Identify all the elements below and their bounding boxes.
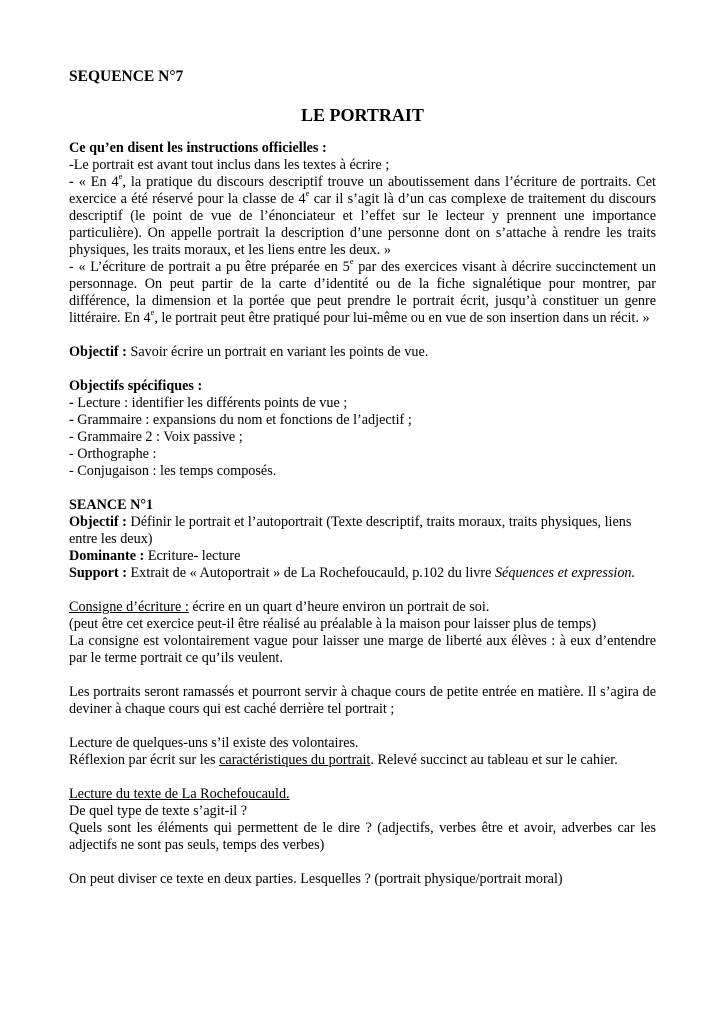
specific-item [69,446,656,463]
dominante-label: Dominante : [69,548,145,564]
item-text: - Grammaire 2 : Voix passive ; [69,429,243,445]
consigne-explanation: La consigne est volontairement vague pour laisser une marge de liberté aux élèves : à eux d’entendre par le terme portrait ce qu’ils veulent. [69,633,656,666]
item-text: - Conjugaison : les temps composés. [69,463,277,479]
seance-objective-label: Objectif : [69,514,127,530]
quote-dash: - [69,174,74,190]
specific-item [69,463,656,480]
seance-support [69,565,656,582]
document-title: LE PORTRAIT [301,105,424,125]
seance-dominante [69,548,656,565]
reflexion-text: Réflexion par écrit sur les [69,752,220,768]
quote-text: , le portrait peut être pratiqué pour lui-même ou en vue de son insertion dans un récit. » [154,310,650,326]
seance-heading: SEANCE N°1 [69,497,154,513]
portraits-paragraph: Les portraits seront ramassés et pourront servir à chaque cours de petite entrée en matière. Il s’agira de deviner à chaque cours qui est caché derrière tel portrait ; [69,684,656,717]
specific-item [69,412,656,429]
support-text: Extrait de « Autoportrait » de La Rochefoucauld, p.102 du livre [126,565,495,581]
consigne-label: Consigne d’écriture : [69,599,189,615]
instructions-line: -Le portrait est avant tout inclus dans les textes à écrire ; [69,157,390,173]
ordinal-sup: e [118,171,123,182]
reflexion-underlined: caractéristiques du portrait [219,752,371,768]
dominante-text: Ecriture- lecture [144,548,241,564]
specific-objectives-heading: Objectifs spécifiques : [69,378,203,394]
final-paragraph: On peut diviser ce texte en deux parties. Lesquelles ? (portrait physique/portrait moral) [69,871,563,887]
reflexion-text: . Relevé succinct au tableau et sur le cahier. [370,752,618,768]
item-text: Lecture : identifier les différents points de vue ; [73,395,348,411]
seance-objective [69,514,656,548]
support-book-title: Séquences et expression. [494,565,636,581]
question-line: Quels sont les éléments qui permettent de le dire ? (adjectifs, verbes être et avoir, adverbes car les adjectifs ne sont pas seuls, temps des verbes) [69,820,656,853]
lecture-texte-heading: Lecture du texte de La Rochefoucauld. [69,786,290,802]
support-label: Support : [69,565,127,581]
specific-item [69,429,656,446]
sequence-heading: SEQUENCE N°7 [69,68,184,85]
item-dash: - [69,395,74,411]
reflexion-line [69,752,656,769]
ordinal-sup: e [349,256,354,267]
consigne-text: écrire en un quart d’heure environ un portrait de soi. [188,599,490,615]
item-dash: - [69,412,74,428]
instructions-quote-1 [69,171,656,259]
quote-text: par des exercices visant à décrire succinctement un personnage. On peut partir de la carte d’identité ou de la fiche signalétique pour montrer, par différence, la dimension et la portée que peut prendre le portrait écrit, jusqu’à constituer un genre littéraire. En 4 [69,259,656,326]
objective-text: Savoir écrire un portrait en variant les points de vue. [126,344,429,360]
seance-objective-text: Définir le portrait et l’autoportrait (Texte descriptif, traits moraux, traits physiques, liens entre les deux) [69,514,632,547]
objective-label: Objectif : [69,344,127,360]
consigne-note: (peut être cet exercice peut-il être réalisé au préalable à la maison pour laisser plus de temps) [69,616,597,632]
specific-item [69,395,656,412]
quote-text: - « L’écriture de portrait a pu être préparée en 5 [69,259,350,275]
quote-text: car il s’agit là d’un cas complexe de traitement du discours descriptif (le point de vue de l’énonciateur et l’effet sur le lecteur y prennent une importance particulière). On appelle portrait la description d’une personne dont on s’attache à rendre les traits physiques, les traits moraux, et les liens entre les deux. » [69,191,656,258]
ordinal-sup: e [305,188,310,199]
consigne-line [69,599,656,616]
instructions-quote-2 [69,256,656,327]
question-line: De quel type de texte s’agit-il ? [69,803,248,819]
quote-text: , la pratique du discours descriptif trouve un aboutissement dans l’écriture de portraits. Cet exercice a été réservé pour la classe de 4 [69,174,656,207]
quote-text: « En 4 [73,174,119,190]
instructions-heading: Ce qu’en disent les instructions officielles : [69,140,327,156]
lecture-volunteers: Lecture de quelques-uns s’il existe des volontaires. [69,735,359,751]
ordinal-sup: e [150,307,155,318]
item-text: - Orthographe : [69,446,157,462]
objective-line [69,344,656,361]
item-text: Grammaire : expansions du nom et fonctions de l’adjectif ; [73,412,412,428]
